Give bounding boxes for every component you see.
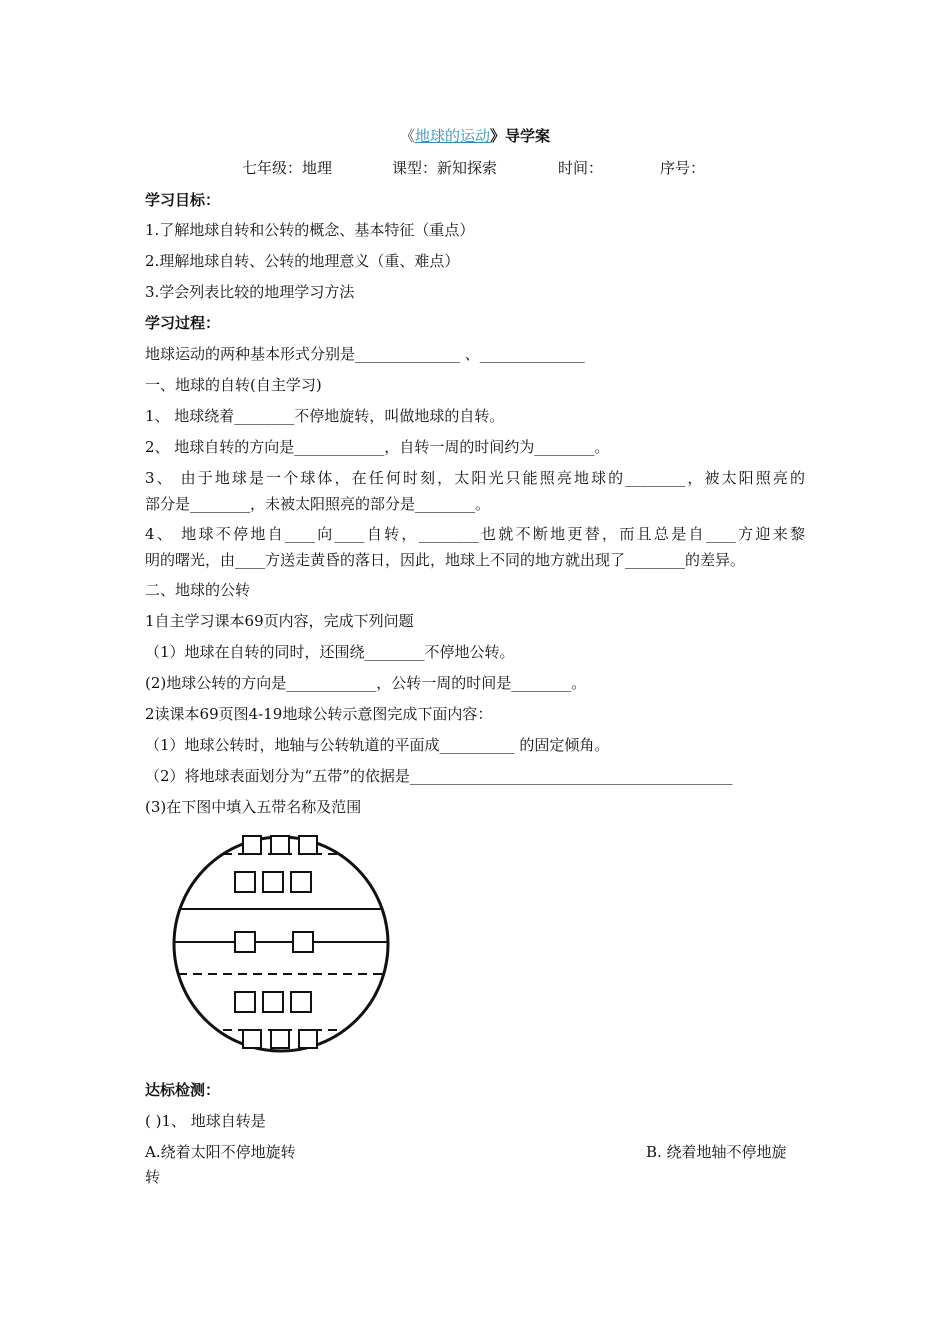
question-line: （1）地球公转时，地轴与公转轨道的平面成__________ 的固定倾角。 <box>145 736 610 754</box>
section-rotation-heading: 一、地球的自转(自主学习) <box>145 376 322 394</box>
document-title <box>0 126 950 146</box>
answer-box <box>235 872 255 892</box>
answer-box <box>271 1030 289 1048</box>
title-link[interactable]: 地球的运动 <box>414 127 490 145</box>
question-line: 3、 由于地球是一个球体，在任何时刻，太阳光只能照亮地球的________，被太阳照亮的 <box>145 469 805 487</box>
option-b-continued: 转 <box>145 1168 161 1186</box>
option-a: A.绕着太阳不停地旋转 <box>145 1143 296 1161</box>
question-line: 部分是________，未被太阳照亮的部分是________。 <box>145 495 491 513</box>
goals-heading: 学习目标： <box>145 191 221 209</box>
five-zones-diagram <box>163 824 399 1060</box>
answer-box <box>271 836 289 854</box>
lesson-type-label: 课型：新知探索 <box>392 159 498 177</box>
answer-box <box>235 992 255 1012</box>
question-line: 2读课本69页图4-19地球公转示意图完成下面内容： <box>145 705 493 723</box>
question-line: (2)地球公转的方向是____________，公转一周的时间是________。 <box>145 674 587 692</box>
goal-item: 2.理解地球自转、公转的地理意义（重、难点） <box>145 252 460 270</box>
question-line: （1）地球在自转的同时，还围绕________不停地公转。 <box>145 643 515 661</box>
process-heading: 学习过程： <box>145 314 221 332</box>
title-suffix: 》导学案 <box>490 127 551 145</box>
answer-box <box>293 932 313 952</box>
answer-box <box>299 836 317 854</box>
title-prefix: 《 <box>399 127 415 145</box>
question-line: 1自主学习课本69页内容，完成下列问题 <box>145 612 414 630</box>
goal-item: 3.学会列表比较的地理学习方法 <box>145 283 355 301</box>
goal-item: 1.了解地球自转和公转的概念、基本特征（重点） <box>145 221 475 239</box>
check-heading: 达标检测： <box>145 1081 221 1099</box>
answer-box <box>235 932 255 952</box>
answer-box <box>299 1030 317 1048</box>
question-line: 2、 地球自转的方向是____________，自转一周的时间约为________。 <box>145 438 610 456</box>
serial-label: 序号： <box>660 159 706 177</box>
answer-box <box>291 872 311 892</box>
intro-line: 地球运动的两种基本形式分别是______________ 、______________ <box>145 345 585 363</box>
option-b: B. 绕着地轴不停地旋 <box>646 1143 787 1161</box>
question-line: 4、 地球不停地自____向____自转，________也就不断地更替，而且总是自____方迎来黎 <box>145 525 805 543</box>
section-revolution-heading: 二、地球的公转 <box>145 581 251 599</box>
check-question: ( )1、 地球自转是 <box>145 1112 266 1130</box>
answer-box <box>243 836 261 854</box>
question-line: （2）将地球表面划分为“五带”的依据是___________________________________________ <box>145 767 733 785</box>
question-line: 明的曙光，由____方送走黄昏的落日，因此，地球上不同的地方就出现了________的差异。 <box>145 551 746 569</box>
grade-label: 七年级：地理 <box>242 159 333 177</box>
answer-box <box>291 992 311 1012</box>
globe-outline <box>174 837 388 1051</box>
answer-box <box>263 992 283 1012</box>
time-label: 时间： <box>558 159 604 177</box>
answer-box <box>263 872 283 892</box>
answer-box <box>243 1030 261 1048</box>
question-line: (3)在下图中填入五带名称及范围 <box>145 798 362 816</box>
question-line: 1、 地球绕着________不停地旋转，叫做地球的自转。 <box>145 407 505 425</box>
